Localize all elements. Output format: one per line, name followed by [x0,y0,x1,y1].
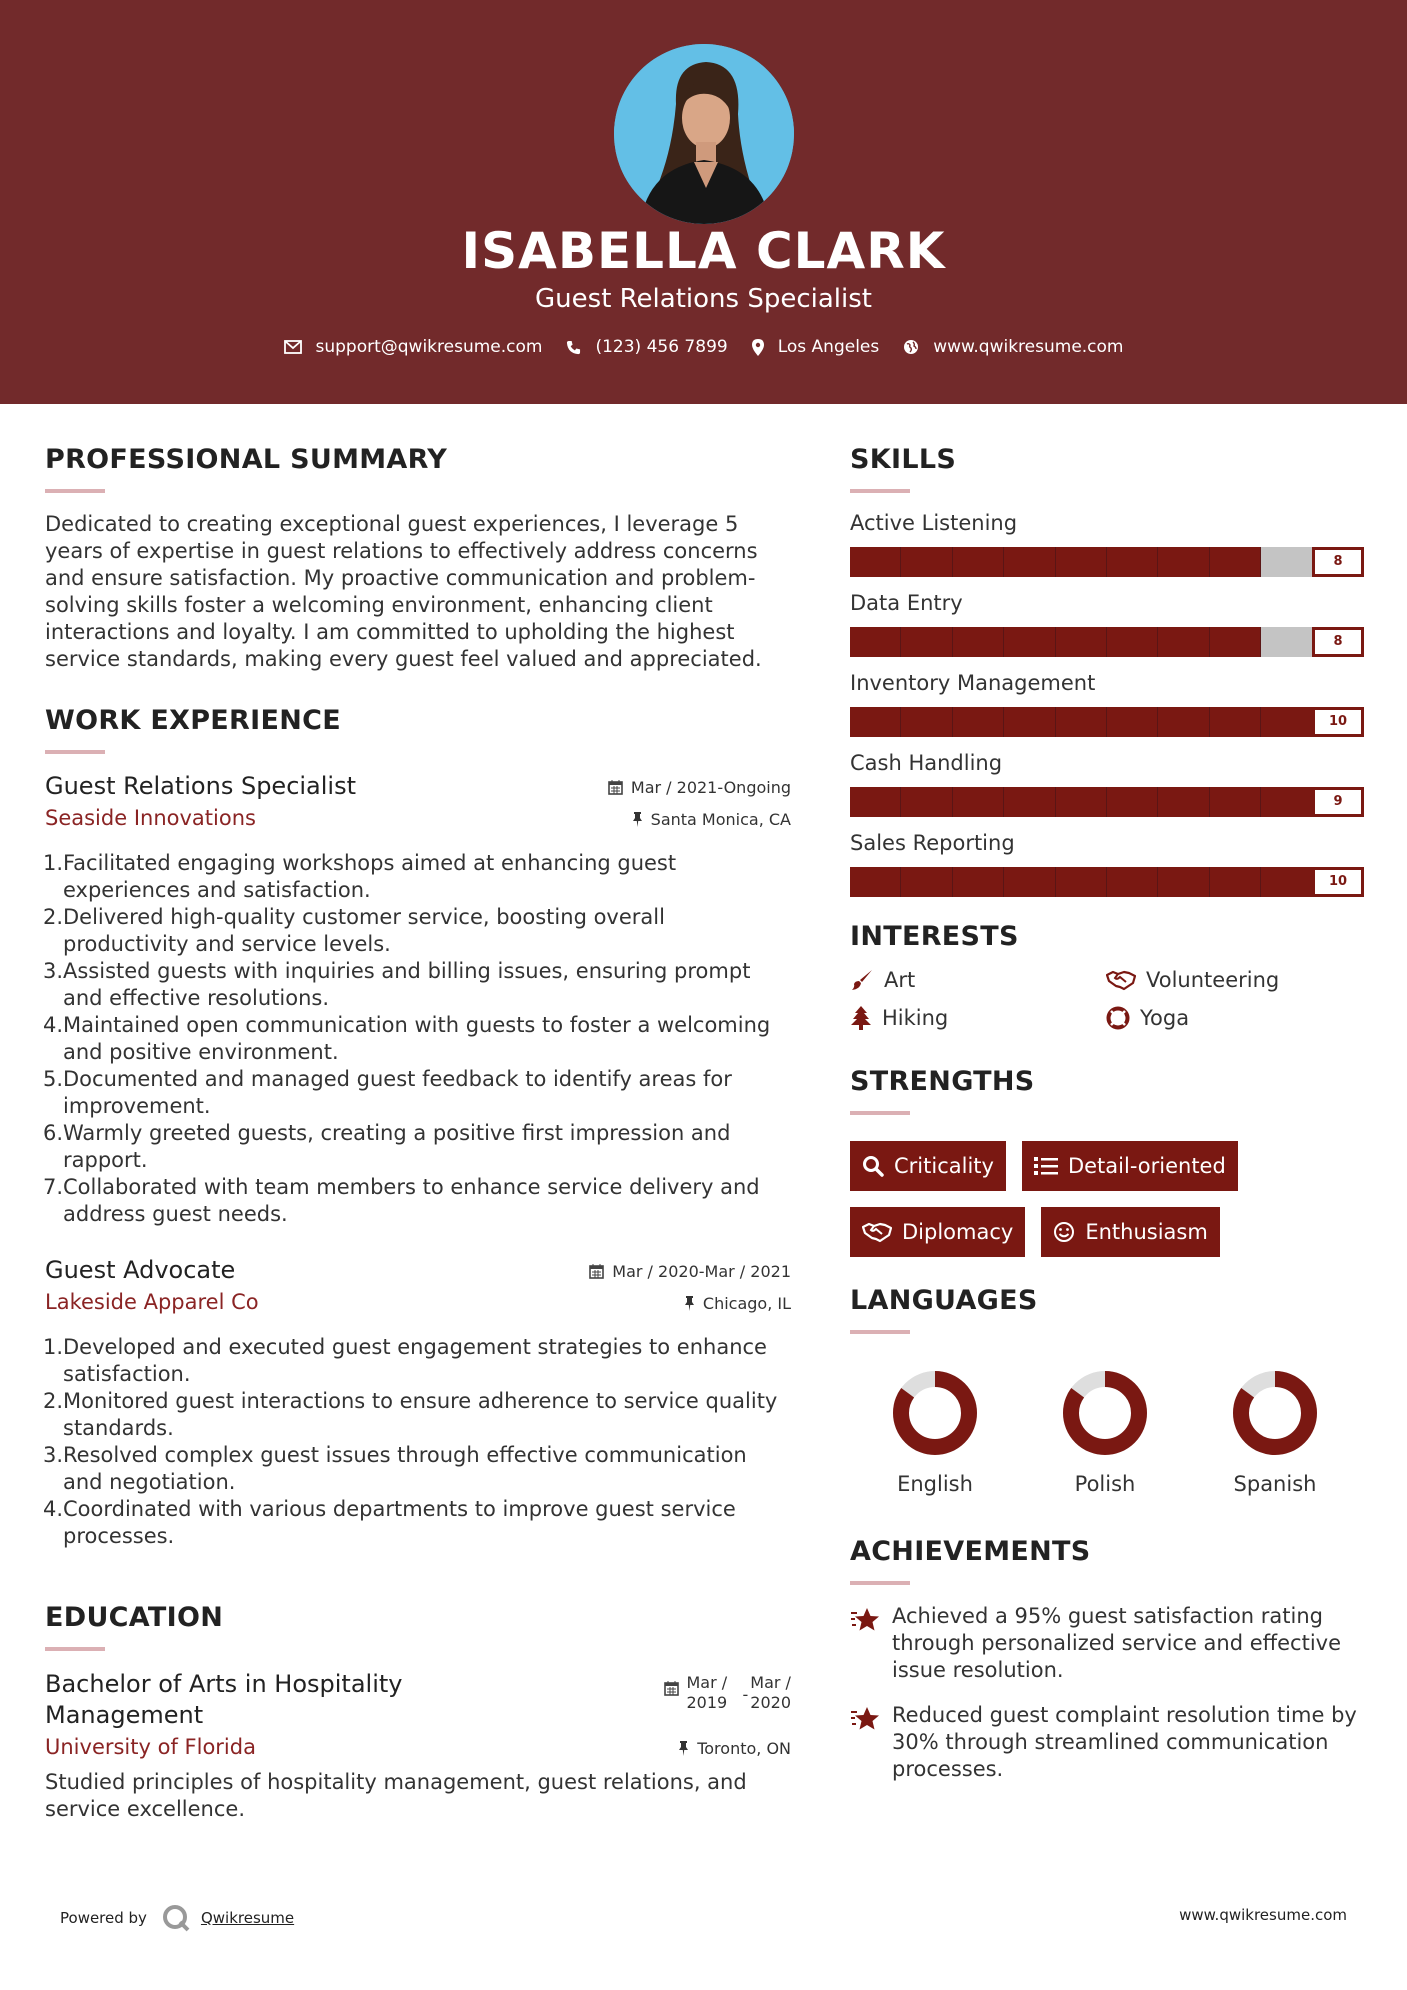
skill-bar-segment [1107,547,1158,577]
calendar-icon [664,1681,679,1696]
qwikresume-link[interactable]: Qwikresume [200,1909,295,1927]
achievement-item: Reduced guest complaint resolution time by 30% through streamlined communication processes. [850,1702,1366,1783]
language-level-donut [1232,1370,1318,1456]
list-item: 2. Delivered high-quality customer service, boosting overall productivity and service levels. [43,905,665,956]
skill-bar-segment [1056,867,1107,897]
skill-bar-segment [1056,787,1107,817]
section-divider [45,750,105,754]
job-title: Guest Advocate [45,1256,236,1284]
left-column [45,444,791,1823]
section-divider [850,1111,910,1115]
skill-bar-segment [1004,707,1055,737]
skill-bar-segment [1004,627,1055,657]
education-section [45,1602,791,1823]
list-item: 2. Monitored guest interactions to ensure adherence to service quality standards. [43,1389,778,1440]
language-item [1020,1370,1190,1496]
section-heading: LANGUAGES [850,1285,1038,1316]
skill-bar-segment [901,707,952,737]
skill-bar-segment [1158,707,1209,737]
section-heading: INTERESTS [850,921,1019,952]
skill-bar-segment [1107,867,1158,897]
languages-section [850,1285,1366,1496]
contact-email[interactable] [284,337,543,357]
calendar-icon [589,1264,604,1279]
skill-bar-segment [953,627,1004,657]
pushpin-icon [678,1741,689,1756]
skill-bar-segment [1056,707,1107,737]
strength-chip: Diplomacy [850,1207,1025,1257]
skill-bar-segment [1004,867,1055,897]
contact-website[interactable] [903,337,1123,357]
skill-item [850,671,1366,737]
achievements-section [850,1536,1366,1783]
skill-item [850,751,1366,817]
envelope-icon [284,340,302,354]
list-item: 6. Warmly greeted guests, creating a positive first impression and rapport. [43,1121,731,1172]
skill-bar-segment [1158,867,1209,897]
skill-bar-segment [953,787,1004,817]
resume-header [0,0,1407,404]
handshake-icon [862,1221,892,1243]
skill-bar-segment [901,787,952,817]
skill-bar-segment [850,787,901,817]
section-heading: SKILLS [850,444,957,475]
job-entry [45,772,791,1228]
skill-level-bar [850,547,1364,577]
skill-level-bar [850,707,1364,737]
section-heading: STRENGTHS [850,1066,1035,1097]
list-item: 1. Developed and executed guest engagement strategies to enhance satisfaction. [43,1335,767,1386]
skill-bar-segment [1261,707,1312,737]
list-item: 7. Collaborated with team members to enhance service delivery and address guest needs. [43,1175,760,1226]
achievement-item: Achieved a 95% guest satisfaction rating through personalized service and effective issue resolution. [850,1603,1366,1684]
degree-title: Bachelor of Arts in Hospitality Management [45,1670,403,1729]
skill-level-badge: 9 [1312,787,1364,817]
skill-bar-segment [1261,787,1312,817]
languages-list [850,1370,1366,1496]
skill-bar-segment [953,547,1004,577]
skill-bar-segment [850,547,901,577]
skill-level-bar [850,787,1364,817]
list-item: 3. Resolved complex guest issues through effective communication and negotiation. [43,1443,747,1494]
job-company: Seaside Innovations [45,806,256,830]
skill-bar-segment [1210,707,1261,737]
phone-text: (123) 456 7899 [595,337,728,357]
skill-item [850,511,1366,577]
skill-bar-segment [1210,627,1261,657]
job-dates: Mar / 2021-Ongoing [608,778,791,797]
skill-bar-segment [1158,787,1209,817]
skill-name: Active Listening [850,511,1018,535]
job-location: Chicago, IL [684,1294,791,1313]
summary-text: Dedicated to creating exceptional guest experiences, I leverage 5 years of expertise in guest relations to effectively address concerns and ensure satisfaction. My proactive communication and problem-solving skills foster a welcoming environment, enhancing client interactions and loyalty. I am committed to upholding the highest service standards, making every guest feel valued and appreciated. [45,512,762,671]
education-dates: Mar / 2019 - Mar / 2020 [664,1673,792,1713]
interests-grid [850,968,1366,1030]
qwikresume-logo-icon [161,1903,191,1933]
job-dates: Mar / 2020-Mar / 2021 [589,1262,791,1281]
candidate-title: Guest Relations Specialist [535,284,872,314]
contact-location [752,337,880,357]
job-responsibilities [45,850,791,1228]
skill-bar-segment [1056,547,1107,577]
search-icon [862,1155,884,1177]
section-divider [850,489,910,493]
skill-bar-segment [1261,547,1312,577]
star-award-icon [850,1607,882,1633]
education-description: Studied principles of hospitality management, guest relations, and service excellence. [45,1770,747,1821]
skill-bar-segment [1158,547,1209,577]
interest-item: Volunteering [1106,968,1362,992]
language-name: English [897,1472,973,1496]
skill-level-bar [850,867,1364,897]
skill-bar-segment [901,627,952,657]
skill-bar-segment [1210,787,1261,817]
skill-level-badge: 8 [1312,547,1364,577]
skill-bar-segment [1107,627,1158,657]
section-divider [45,1647,105,1651]
language-level-donut [892,1370,978,1456]
section-heading: EDUCATION [45,1602,224,1633]
skill-level-badge: 10 [1312,707,1364,737]
section-divider [850,1581,910,1585]
language-name: Spanish [1233,1472,1317,1496]
school-name: University of Florida [45,1735,256,1759]
section-heading: PROFESSIONAL SUMMARY [45,444,448,475]
skill-bar-segment [1004,547,1055,577]
experience-section [45,705,791,1550]
page-footer [0,1895,1407,1935]
skill-bar-segment [1210,867,1261,897]
contact-row [0,337,1407,357]
skill-name: Data Entry [850,591,963,615]
interest-item: Hiking [850,1006,1106,1030]
list-item: 3. Assisted guests with inquiries and billing issues, ensuring prompt and effective resolutions. [43,959,751,1010]
skill-bar-segment [1210,547,1261,577]
pushpin-icon [684,1296,695,1311]
map-pin-icon [752,339,764,356]
interest-item: Yoga [1106,1006,1362,1030]
skill-bar-segment [1107,787,1158,817]
strength-chip: Criticality [850,1141,1006,1191]
powered-by: Powered by Qwikresume [60,1903,294,1933]
star-award-icon [850,1706,882,1732]
interests-section [850,921,1366,1030]
strengths-section [850,1066,1366,1273]
job-entry [45,1256,791,1550]
skill-bar-segment [1107,707,1158,737]
skill-bar-segment [850,627,901,657]
globe-icon [903,339,919,355]
skill-level-badge: 10 [1312,867,1364,897]
lifering-icon [1106,1006,1130,1030]
skill-item [850,591,1366,657]
skill-bar-segment [901,867,952,897]
skill-name: Cash Handling [850,751,1003,775]
candidate-name: ISABELLA CLARK [461,222,946,280]
contact-phone[interactable] [566,337,727,357]
job-title: Guest Relations Specialist [45,772,357,800]
list-item: 4. Coordinated with various departments to improve guest service processes. [43,1497,736,1548]
profile-photo [614,44,794,224]
skill-bar-segment [1261,627,1312,657]
email-text: support@qwikresume.com [315,337,543,357]
skill-bar-segment [1004,787,1055,817]
phone-icon [566,340,581,355]
language-item [1190,1370,1360,1496]
education-location: Toronto, ON [678,1739,791,1758]
strength-chips [850,1141,1366,1273]
language-name: Polish [1074,1472,1136,1496]
skill-bar-segment [850,707,901,737]
section-divider [850,1330,910,1334]
list-item: 4. Maintained open communication with guests to foster a welcoming and positive environment. [43,1013,771,1064]
location-text: Los Angeles [777,337,880,357]
strength-chip: Detail-oriented [1022,1141,1238,1191]
job-location: Santa Monica, CA [632,810,791,829]
skill-bar-segment [953,867,1004,897]
skill-bar-segment [1056,627,1107,657]
skill-level-bar [850,627,1364,657]
skill-bar-segment [1261,867,1312,897]
job-responsibilities [45,1334,791,1550]
skill-item [850,831,1366,897]
language-item [850,1370,1020,1496]
tree-icon [850,1006,872,1030]
skill-bar-segment [901,547,952,577]
skill-name: Inventory Management [850,671,1096,695]
interest-item: Art [850,968,1106,992]
skill-level-badge: 8 [1312,627,1364,657]
skill-bar-segment [850,867,901,897]
smile-icon [1053,1221,1075,1243]
list-item: 5. Documented and managed guest feedback to identify areas for improvement. [43,1067,732,1118]
pushpin-icon [632,812,643,827]
job-company: Lakeside Apparel Co [45,1290,259,1314]
skills-section [850,444,1366,897]
paintbrush-icon [850,968,874,992]
list-item: 1. Facilitated engaging workshops aimed at enhancing guest experiences and satisfaction. [43,851,677,902]
section-divider [45,489,105,493]
skill-bar-segment [953,707,1004,737]
right-column [850,444,1366,1783]
section-heading: ACHIEVEMENTS [850,1536,1091,1567]
summary-section [45,444,791,673]
calendar-icon [608,780,623,795]
skill-bar-segment [1158,627,1209,657]
skill-name: Sales Reporting [850,831,1015,855]
list-icon [1034,1156,1058,1176]
website-text: www.qwikresume.com [933,337,1124,357]
strength-chip: Enthusiasm [1041,1207,1219,1257]
footer-url[interactable]: www.qwikresume.com [1179,1906,1347,1924]
handshake-icon [1106,969,1136,991]
section-heading: WORK EXPERIENCE [45,705,341,736]
language-level-donut [1062,1370,1148,1456]
